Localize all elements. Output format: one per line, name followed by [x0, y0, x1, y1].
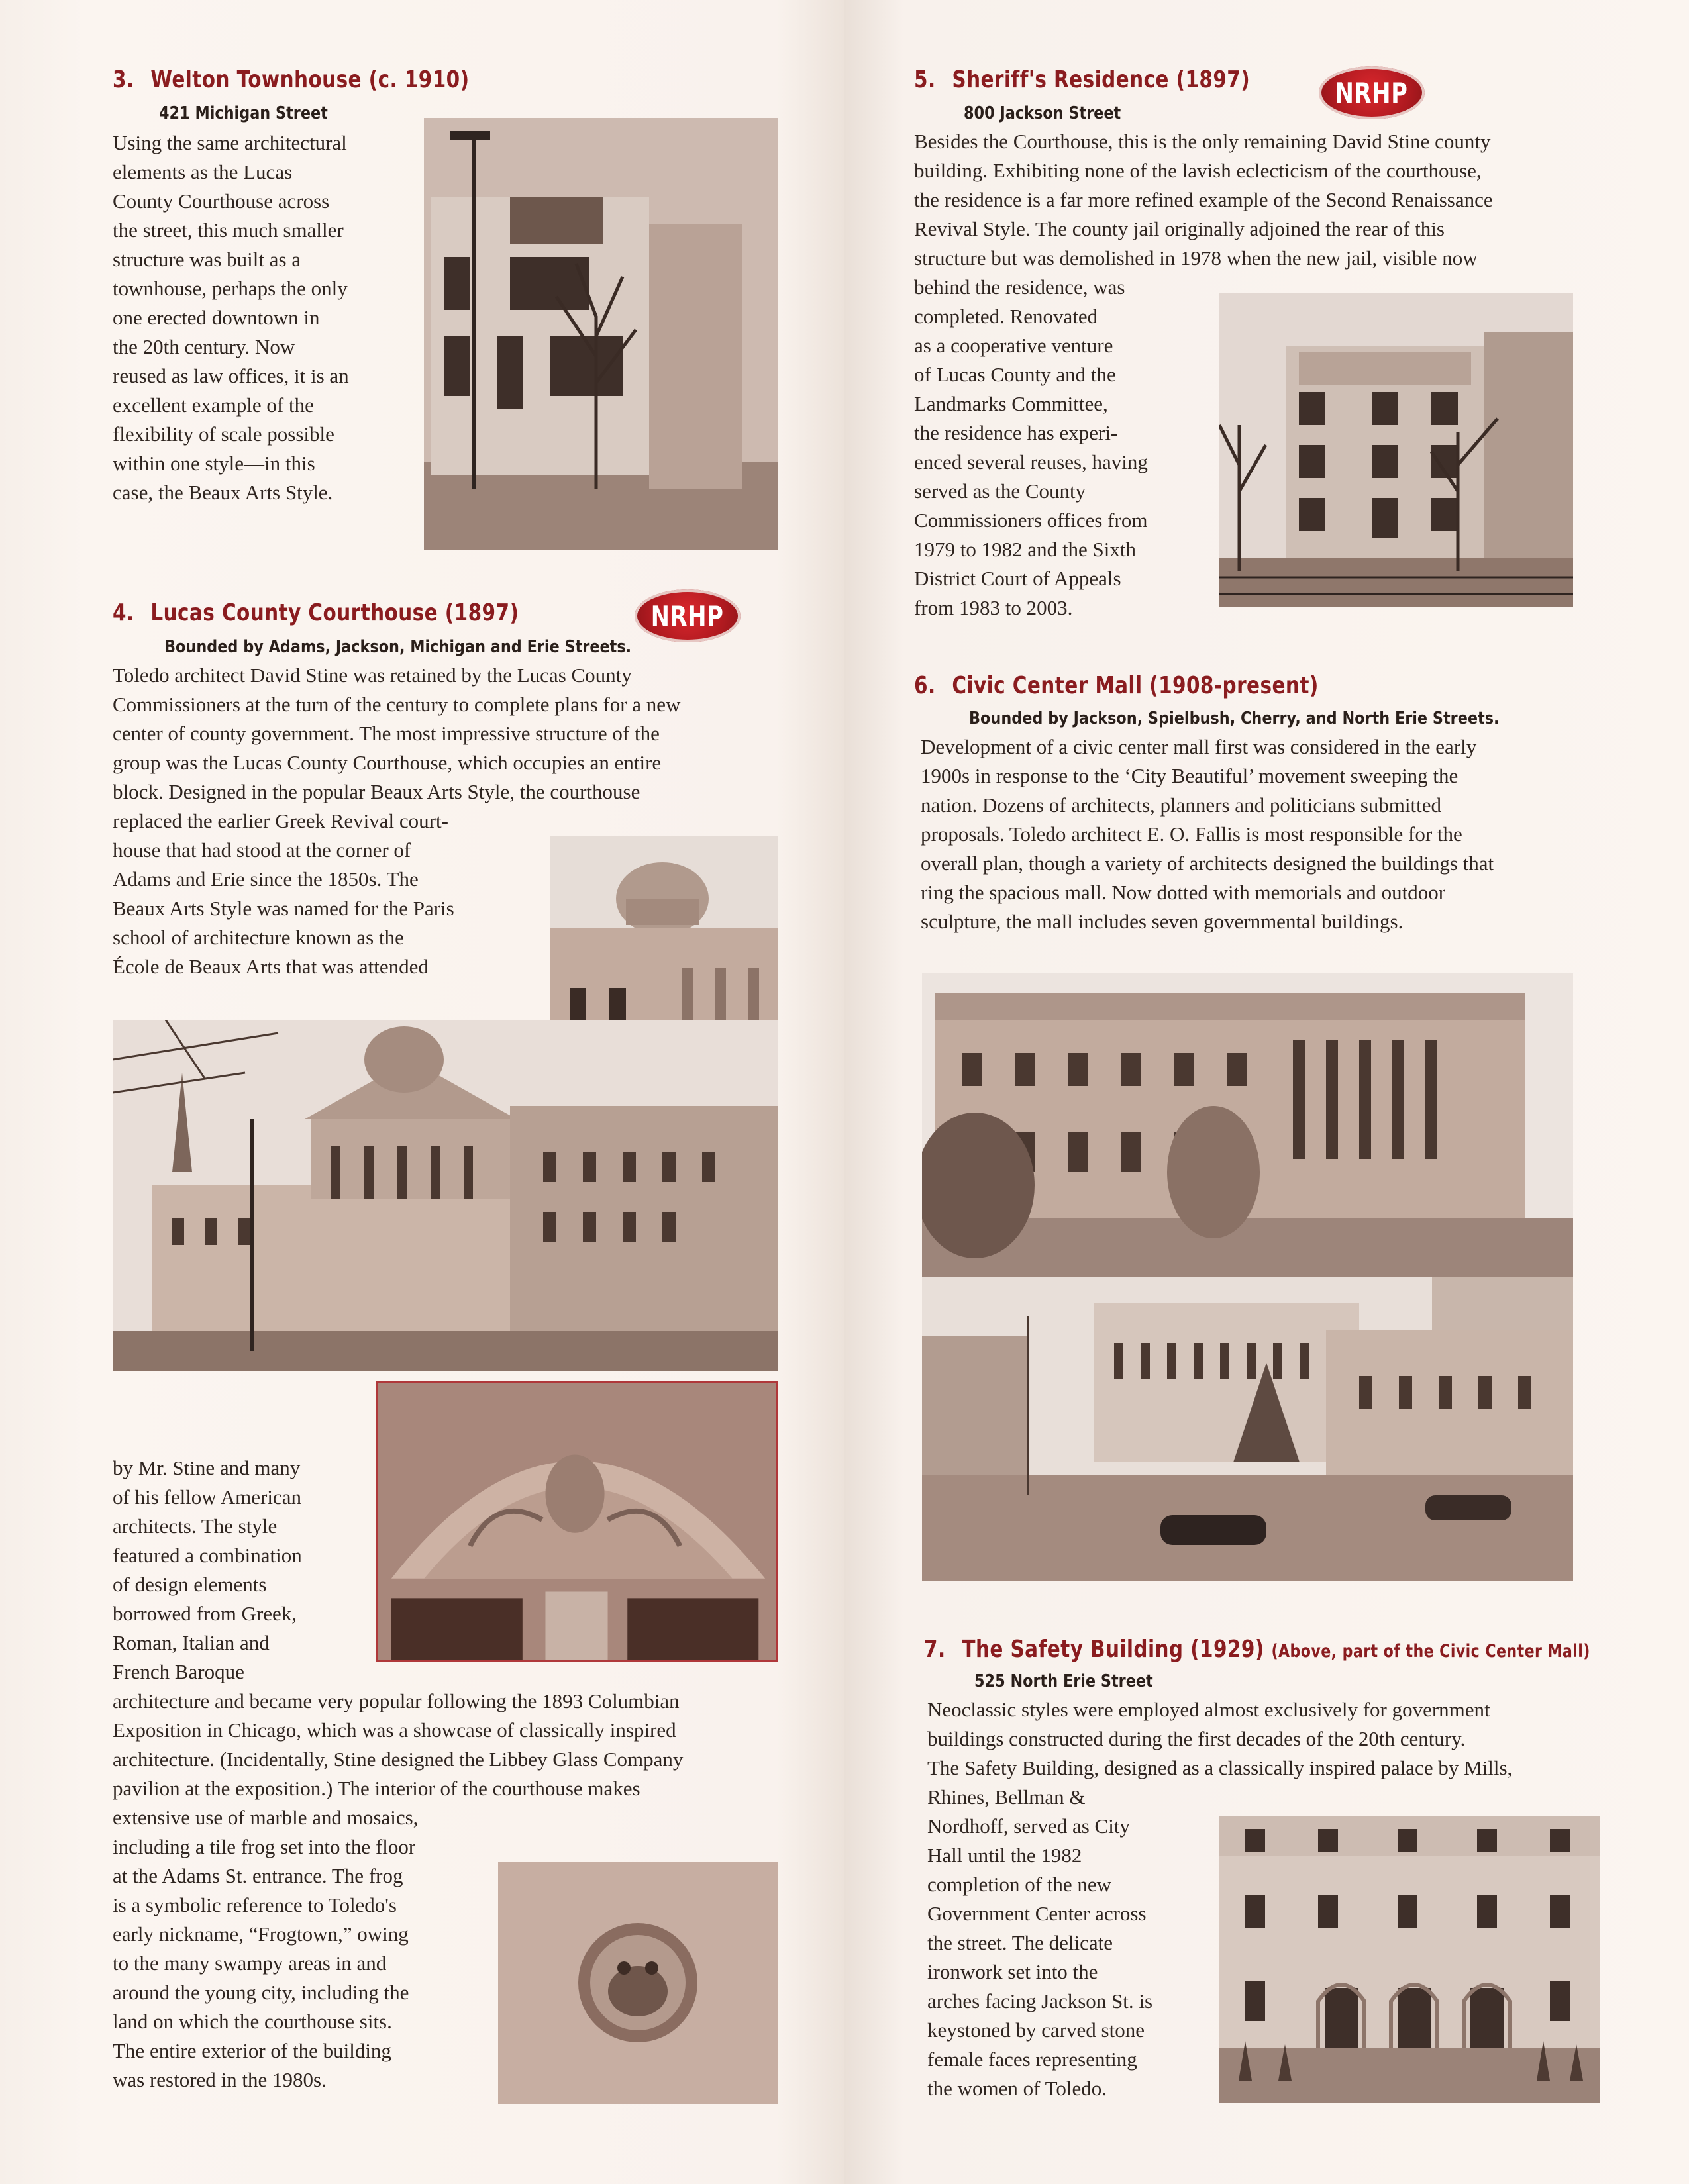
text-line: Rhines, Bellman &	[927, 1785, 1086, 1809]
courthouse-photo	[113, 1020, 778, 1371]
section-6-address: Bounded by Jackson, Spielbush, Cherry, and North Erie Streets.	[969, 709, 1500, 728]
text-line: served as the County	[914, 479, 1086, 503]
section-7-address: 525 North Erie Street	[974, 1671, 1153, 1691]
text-line: the women of Toledo.	[927, 2077, 1107, 2100]
text-line: is a symbolic reference to Toledo's	[113, 1893, 397, 1916]
text-line: Using the same architectural	[113, 131, 347, 154]
text-line: the residence is a far more refined example of the Second Renaissance	[914, 188, 1493, 211]
right-page	[844, 0, 1689, 2184]
text-line: Hall until the 1982	[927, 1844, 1082, 1867]
text-line: excellent example of the	[113, 393, 314, 417]
text-line: Neoclassic styles were employed almost exclusively for government	[927, 1698, 1490, 1721]
text-line: the street, this much smaller	[113, 219, 344, 242]
text-line: extensive use of marble and mosaics,	[113, 1806, 419, 1829]
text-line: as a cooperative venture	[914, 334, 1113, 357]
text-line: Toledo architect David Stine was retained by the Lucas County	[113, 664, 632, 687]
text-line: arches facing Jackson St. is	[927, 1989, 1153, 2012]
tile-frog-photo	[498, 1862, 778, 2104]
section-5-address: 800 Jackson Street	[964, 103, 1121, 123]
text-line: reused as law offices, it is an	[113, 364, 349, 387]
text-line: land on which the courthouse sits.	[113, 2010, 392, 2033]
text-line: architecture. (Incidentally, Stine designed the Libbey Glass Company	[113, 1748, 684, 1771]
text-line: to the many swampy areas in and	[113, 1952, 387, 1975]
safety-building-mall-photo	[922, 1277, 1573, 1581]
section-3-address: 421 Michigan Street	[159, 103, 328, 123]
text-line: Roman, Italian and	[113, 1631, 270, 1654]
text-line: nation. Dozens of architects, planners and politicians submitted	[921, 793, 1441, 817]
text-line: Besides the Courthouse, this is the only remaining David Stine county	[914, 130, 1491, 153]
text-line: the 20th century. Now	[113, 335, 295, 358]
text-line: townhouse, perhaps the only	[113, 277, 348, 300]
section-5-heading: 5. Sheriff's Residence (1897)	[914, 66, 1251, 93]
text-line: block. Designed in the popular Beaux Arts Style, the courthouse	[113, 780, 640, 803]
nrhp-badge-sheriff: NRHP	[1319, 66, 1425, 119]
text-line: female faces representing	[927, 2048, 1137, 2071]
text-line: The entire exterior of the building	[113, 2039, 391, 2062]
text-line: of design elements	[113, 1573, 267, 1596]
text-line: Revival Style. The county jail originally adjoined the rear of this	[914, 217, 1445, 240]
section-7-text-wide	[927, 1695, 1629, 1812]
section-4-text-wide	[113, 1687, 815, 1803]
text-line: elements as the Lucas	[113, 160, 293, 183]
text-line: flexibility of scale possible	[113, 422, 334, 446]
text-line: Adams and Erie since the 1850s. The	[113, 868, 419, 891]
section-4-address: Bounded by Adams, Jackson, Michigan and Erie Streets.	[164, 637, 632, 657]
text-line: at the Adams St. entrance. The frog	[113, 1864, 403, 1887]
text-line: pavilion at the exposition.) The interior of the courthouse makes	[113, 1777, 640, 1800]
section-7-text-narrow	[927, 1812, 1219, 2103]
text-line: of Lucas County and the	[914, 363, 1116, 386]
text-line: Beaux Arts Style was named for the Paris	[113, 897, 454, 920]
text-line: The Safety Building, designed as a classically inspired palace by Mills,	[927, 1756, 1513, 1779]
section-3-heading: 3. Welton Townhouse (c. 1910)	[113, 66, 470, 93]
left-page	[0, 0, 844, 2184]
text-line: replaced the earlier Greek Revival court-	[113, 809, 448, 832]
text-line: enced several reuses, having	[914, 450, 1148, 473]
civic-center-mall-photo	[922, 973, 1573, 1277]
text-line: the residence has experi-	[914, 421, 1118, 444]
text-line: completed. Renovated	[914, 305, 1098, 328]
section-6-text	[921, 732, 1616, 936]
text-line: early nickname, “Frogtown,” owing	[113, 1922, 409, 1946]
text-line: ironwork set into the	[927, 1960, 1098, 1983]
text-line: completion of the new	[927, 1873, 1112, 1896]
text-line: 1900s in response to the ‘City Beautiful’ movement sweeping the	[921, 764, 1459, 787]
text-line: structure was built as a	[113, 248, 301, 271]
welton-townhouse-photo	[424, 118, 778, 550]
text-line: building. Exhibiting none of the lavish eclecticism of the courthouse,	[914, 159, 1482, 182]
text-line: from 1983 to 2003.	[914, 596, 1073, 619]
text-line: 1979 to 1982 and the Sixth	[914, 538, 1136, 561]
safety-building-photo	[1219, 1816, 1600, 2103]
text-line: District Court of Appeals	[914, 567, 1121, 590]
text-line: French Baroque	[113, 1660, 244, 1683]
text-line: Exposition in Chicago, which was a showcase of classically inspired	[113, 1718, 676, 1742]
text-line: borrowed from Greek,	[113, 1602, 297, 1625]
text-line: featured a combination	[113, 1544, 302, 1567]
text-line: Commissioners at the turn of the century to complete plans for a new	[113, 693, 681, 716]
text-line: house that had stood at the corner of	[113, 838, 411, 862]
text-line: ring the spacious mall. Now dotted with memorials and outdoor	[921, 881, 1446, 904]
nrhp-badge: NRHP	[635, 589, 741, 642]
text-line: within one style—in this	[113, 452, 315, 475]
text-line: school of architecture known as the	[113, 926, 404, 949]
section-7-heading: 7. The Safety Building (1929) (Above, part of the Civic Center Mall)	[924, 1636, 1590, 1663]
text-line: was restored in the 1980s.	[113, 2068, 327, 2091]
text-line: overall plan, though a variety of architects designed the buildings that	[921, 852, 1494, 875]
text-line: one erected downtown in	[113, 306, 320, 329]
text-line: Landmarks Committee,	[914, 392, 1108, 415]
text-line: around the young city, including the	[113, 1981, 409, 2004]
courthouse-arch-carving-photo	[376, 1381, 778, 1662]
section-4-heading: 4. Lucas County Courthouse (1897)	[113, 599, 519, 626]
text-line: Development of a civic center mall first was considered in the early	[921, 735, 1477, 758]
section-5-text-narrow	[914, 273, 1205, 622]
text-line: group was the Lucas County Courthouse, which occupies an entire	[113, 751, 662, 774]
text-line: behind the residence, was	[914, 275, 1125, 299]
text-line: by Mr. Stine and many	[113, 1456, 301, 1479]
section-4-text-mid	[113, 1454, 371, 1687]
text-line: case, the Beaux Arts Style.	[113, 481, 333, 504]
text-line: proposals. Toledo architect E. O. Fallis is most responsible for the	[921, 822, 1462, 846]
text-line: of his fellow American	[113, 1485, 301, 1509]
text-line: Government Center across	[927, 1902, 1147, 1925]
text-line: architects. The style	[113, 1514, 278, 1538]
text-line: Nordhoff, served as City	[927, 1814, 1130, 1838]
text-line: École de Beaux Arts that was attended	[113, 955, 429, 978]
text-line: including a tile frog set into the floor	[113, 1835, 416, 1858]
section-3-text	[113, 128, 417, 507]
text-line: the street. The delicate	[927, 1931, 1113, 1954]
text-line: sculpture, the mall includes seven governmental buildings.	[921, 910, 1404, 933]
text-line: architecture and became very popular following the 1893 Columbian	[113, 1689, 680, 1712]
text-line: keystoned by carved stone	[927, 2018, 1145, 2042]
sheriffs-residence-photo	[1219, 293, 1573, 607]
text-line: buildings constructed during the first decades of the 20th century.	[927, 1727, 1466, 1750]
text-line: structure but was demolished in 1978 when the new jail, visible now	[914, 246, 1478, 270]
text-line: Commissioners offices from	[914, 509, 1148, 532]
section-6-heading: 6. Civic Center Mall (1908-present)	[914, 672, 1319, 699]
section-4-text-bottom	[113, 1803, 484, 2095]
section-5-text-wide	[914, 127, 1616, 273]
text-line: County Courthouse across	[113, 189, 330, 213]
text-line: center of county government. The most impressive structure of the	[113, 722, 660, 745]
